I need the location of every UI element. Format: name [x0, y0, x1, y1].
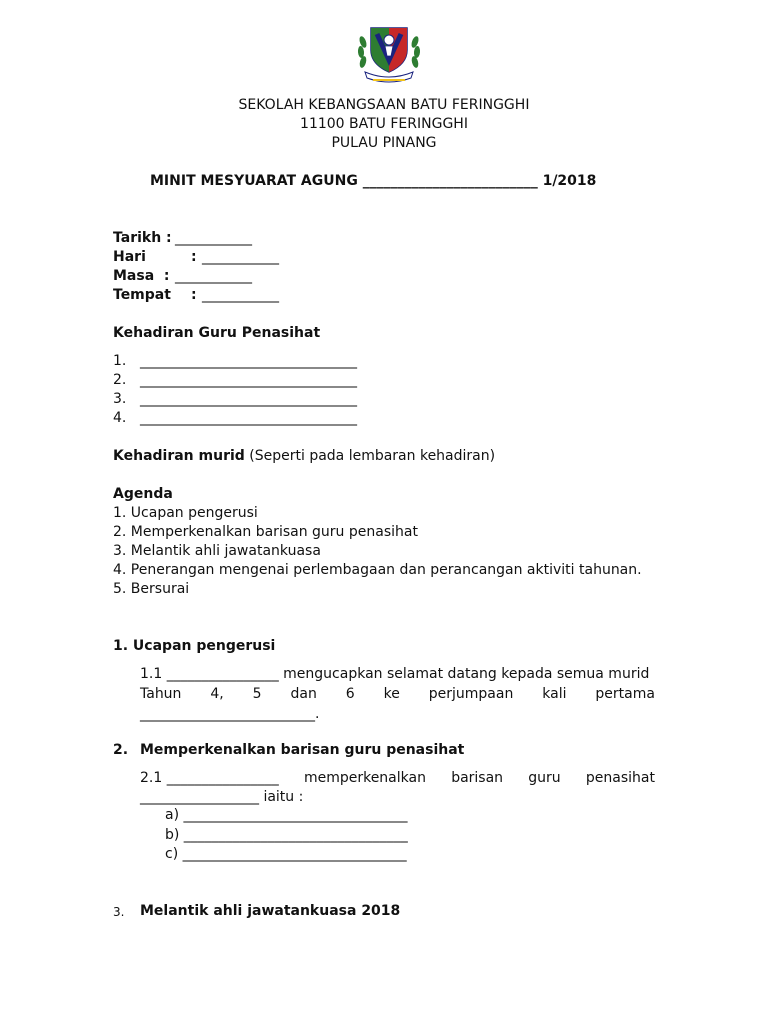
kehadiran-guru-heading: Kehadiran Guru Penasihat	[113, 325, 321, 341]
agenda-item: 4. Penerangan mengenai perlembagaan dan perancangan aktiviti tahunan.	[113, 562, 642, 578]
section1-heading: 1. Ucapan pengerusi	[113, 638, 276, 654]
guru-item-num: 4.	[113, 410, 127, 426]
section3-num: 3.	[113, 905, 125, 919]
word: penasihat	[585, 770, 655, 786]
agenda-heading: Agenda	[113, 486, 173, 502]
section2-item-c: c) ________________________________	[165, 846, 407, 862]
school-address-line2: PULAU PINANG	[331, 135, 437, 151]
tarikh-blank: ___________	[175, 230, 252, 246]
word: kali	[542, 686, 567, 702]
word: Tahun	[140, 686, 182, 702]
word: 6	[345, 686, 355, 702]
word: 5	[252, 686, 262, 702]
word: perjumpaan	[428, 686, 514, 702]
tempat-blank: ___________	[202, 287, 279, 303]
section1-line2	[140, 685, 655, 703]
school-name: SEKOLAH KEBANGSAAN BATU FERINGGHI	[238, 97, 530, 113]
section2-item-b: b) ________________________________	[165, 827, 408, 843]
agenda-item: 1. Ucapan pengerusi	[113, 505, 258, 521]
word: 4,	[210, 686, 224, 702]
school-crest-logo	[355, 20, 423, 84]
guru-item-num: 1.	[113, 353, 127, 369]
tempat-label: Tempat	[113, 287, 171, 303]
guru-item-blank: _______________________________	[140, 372, 357, 388]
kehadiran-murid	[113, 447, 495, 465]
school-address-line1: 11100 BATU FERINGGHI	[300, 116, 468, 132]
masa-label: Masa :	[113, 268, 170, 284]
guru-item-blank: _______________________________	[140, 410, 357, 426]
guru-item-num: 3.	[113, 391, 127, 407]
section2-item-a: a) ________________________________	[165, 807, 408, 823]
agenda-item: 5. Bersurai	[113, 581, 190, 597]
kehadiran-murid-note: (Seperti pada lembaran kehadiran)	[249, 448, 496, 464]
guru-item-num: 2.	[113, 372, 127, 388]
word: barisan	[451, 770, 504, 786]
word: ke	[383, 686, 400, 702]
document-title: MINIT MESYUARAT AGUNG _________________________ 1/2018	[150, 173, 597, 189]
hari-label: Hari	[113, 249, 146, 265]
kehadiran-murid-heading: Kehadiran murid	[113, 448, 245, 464]
word: memperkenalkan	[303, 770, 426, 786]
agenda-item: 2. Memperkenalkan barisan guru penasihat	[113, 524, 418, 540]
tempat-colon: :	[191, 287, 197, 303]
word: guru	[528, 770, 561, 786]
section2-heading: Memperkenalkan barisan guru penasihat	[140, 742, 465, 758]
section2-line1	[140, 769, 655, 787]
guru-item-blank: _______________________________	[140, 353, 357, 369]
tarikh-label: Tarikh :	[113, 230, 172, 246]
word: pertama	[595, 686, 655, 702]
word: 2.1 ________________	[140, 770, 279, 786]
section1-line1: 1.1 ________________ mengucapkan selamat datang kepada semua murid	[140, 666, 650, 682]
hari-colon: :	[191, 249, 197, 265]
section2-num: 2.	[113, 742, 129, 758]
word: dan	[290, 686, 317, 702]
section1-line3: _________________________.	[140, 706, 320, 722]
agenda-item: 3. Melantik ahli jawatankuasa	[113, 543, 321, 559]
section2-line2: _________________ iaitu :	[140, 789, 304, 805]
hari-blank: ___________	[202, 249, 279, 265]
masa-blank: ___________	[175, 268, 252, 284]
section3-heading: Melantik ahli jawatankuasa 2018	[140, 903, 401, 919]
guru-item-blank: _______________________________	[140, 391, 357, 407]
